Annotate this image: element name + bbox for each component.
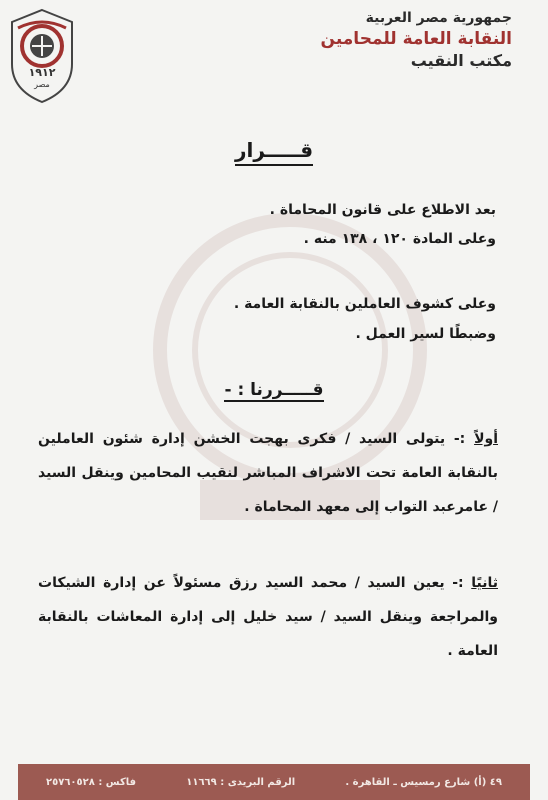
footer-address: ٤٩ (أ) شارع رمسيس ـ القاهرة . (345, 776, 502, 788)
clause-second-text: :- يعين السيد / محمد السيد رزق مسئولاً عن إدارة الشيكات والمراجعة وينقل السيد / سيد خليل إلى إدارة المعاشات بالنقابة العامة . (38, 575, 498, 659)
logo-year: ١٩١٢ (28, 66, 56, 79)
letterhead-syndicate: النقابة العامة للمحامين (320, 29, 512, 49)
footer-fax: فاكس : ٢٥٧٦٠٥٢٨ (46, 776, 137, 788)
clause-first-label: أولاً (474, 431, 498, 447)
letterhead-country: جمهورية مصر العربية (365, 10, 512, 26)
clause-first (38, 422, 498, 524)
clause-second-label: ثانيًا (471, 575, 498, 591)
preamble-line-4: وضبطًا لسير العمل . (355, 326, 496, 342)
footer-bar (18, 764, 530, 800)
decided-heading: قـــــررنا : - (224, 380, 324, 400)
logo-country: مصر (34, 80, 50, 89)
clause-first-text: :- يتولى السيد / فكرى بهجت الخشن إدارة شئون العاملين بالنقابة العامة تحت الاشراف المباشر لنقيب المحامين وينقل السيد / عامرعبد التواب إلى معهد المحاماة . (38, 431, 498, 515)
footer-postal: الرقم البريدى : ١١٦٦٩ (186, 776, 296, 788)
letterhead-office: مكتب النقيب (410, 51, 512, 70)
preamble-line-1: بعد الاطلاع على قانون المحاماة . (269, 202, 496, 218)
preamble-line-3: وعلى كشوف العاملين بالنقابة العامة . (233, 296, 496, 312)
page-title: قـــــرار (0, 138, 548, 162)
clause-second (38, 566, 498, 668)
bar-association-logo (6, 8, 78, 104)
letterhead (252, 8, 512, 72)
preamble-line-2: وعلى المادة ١٢٠ ، ١٣٨ منه . (303, 231, 496, 247)
